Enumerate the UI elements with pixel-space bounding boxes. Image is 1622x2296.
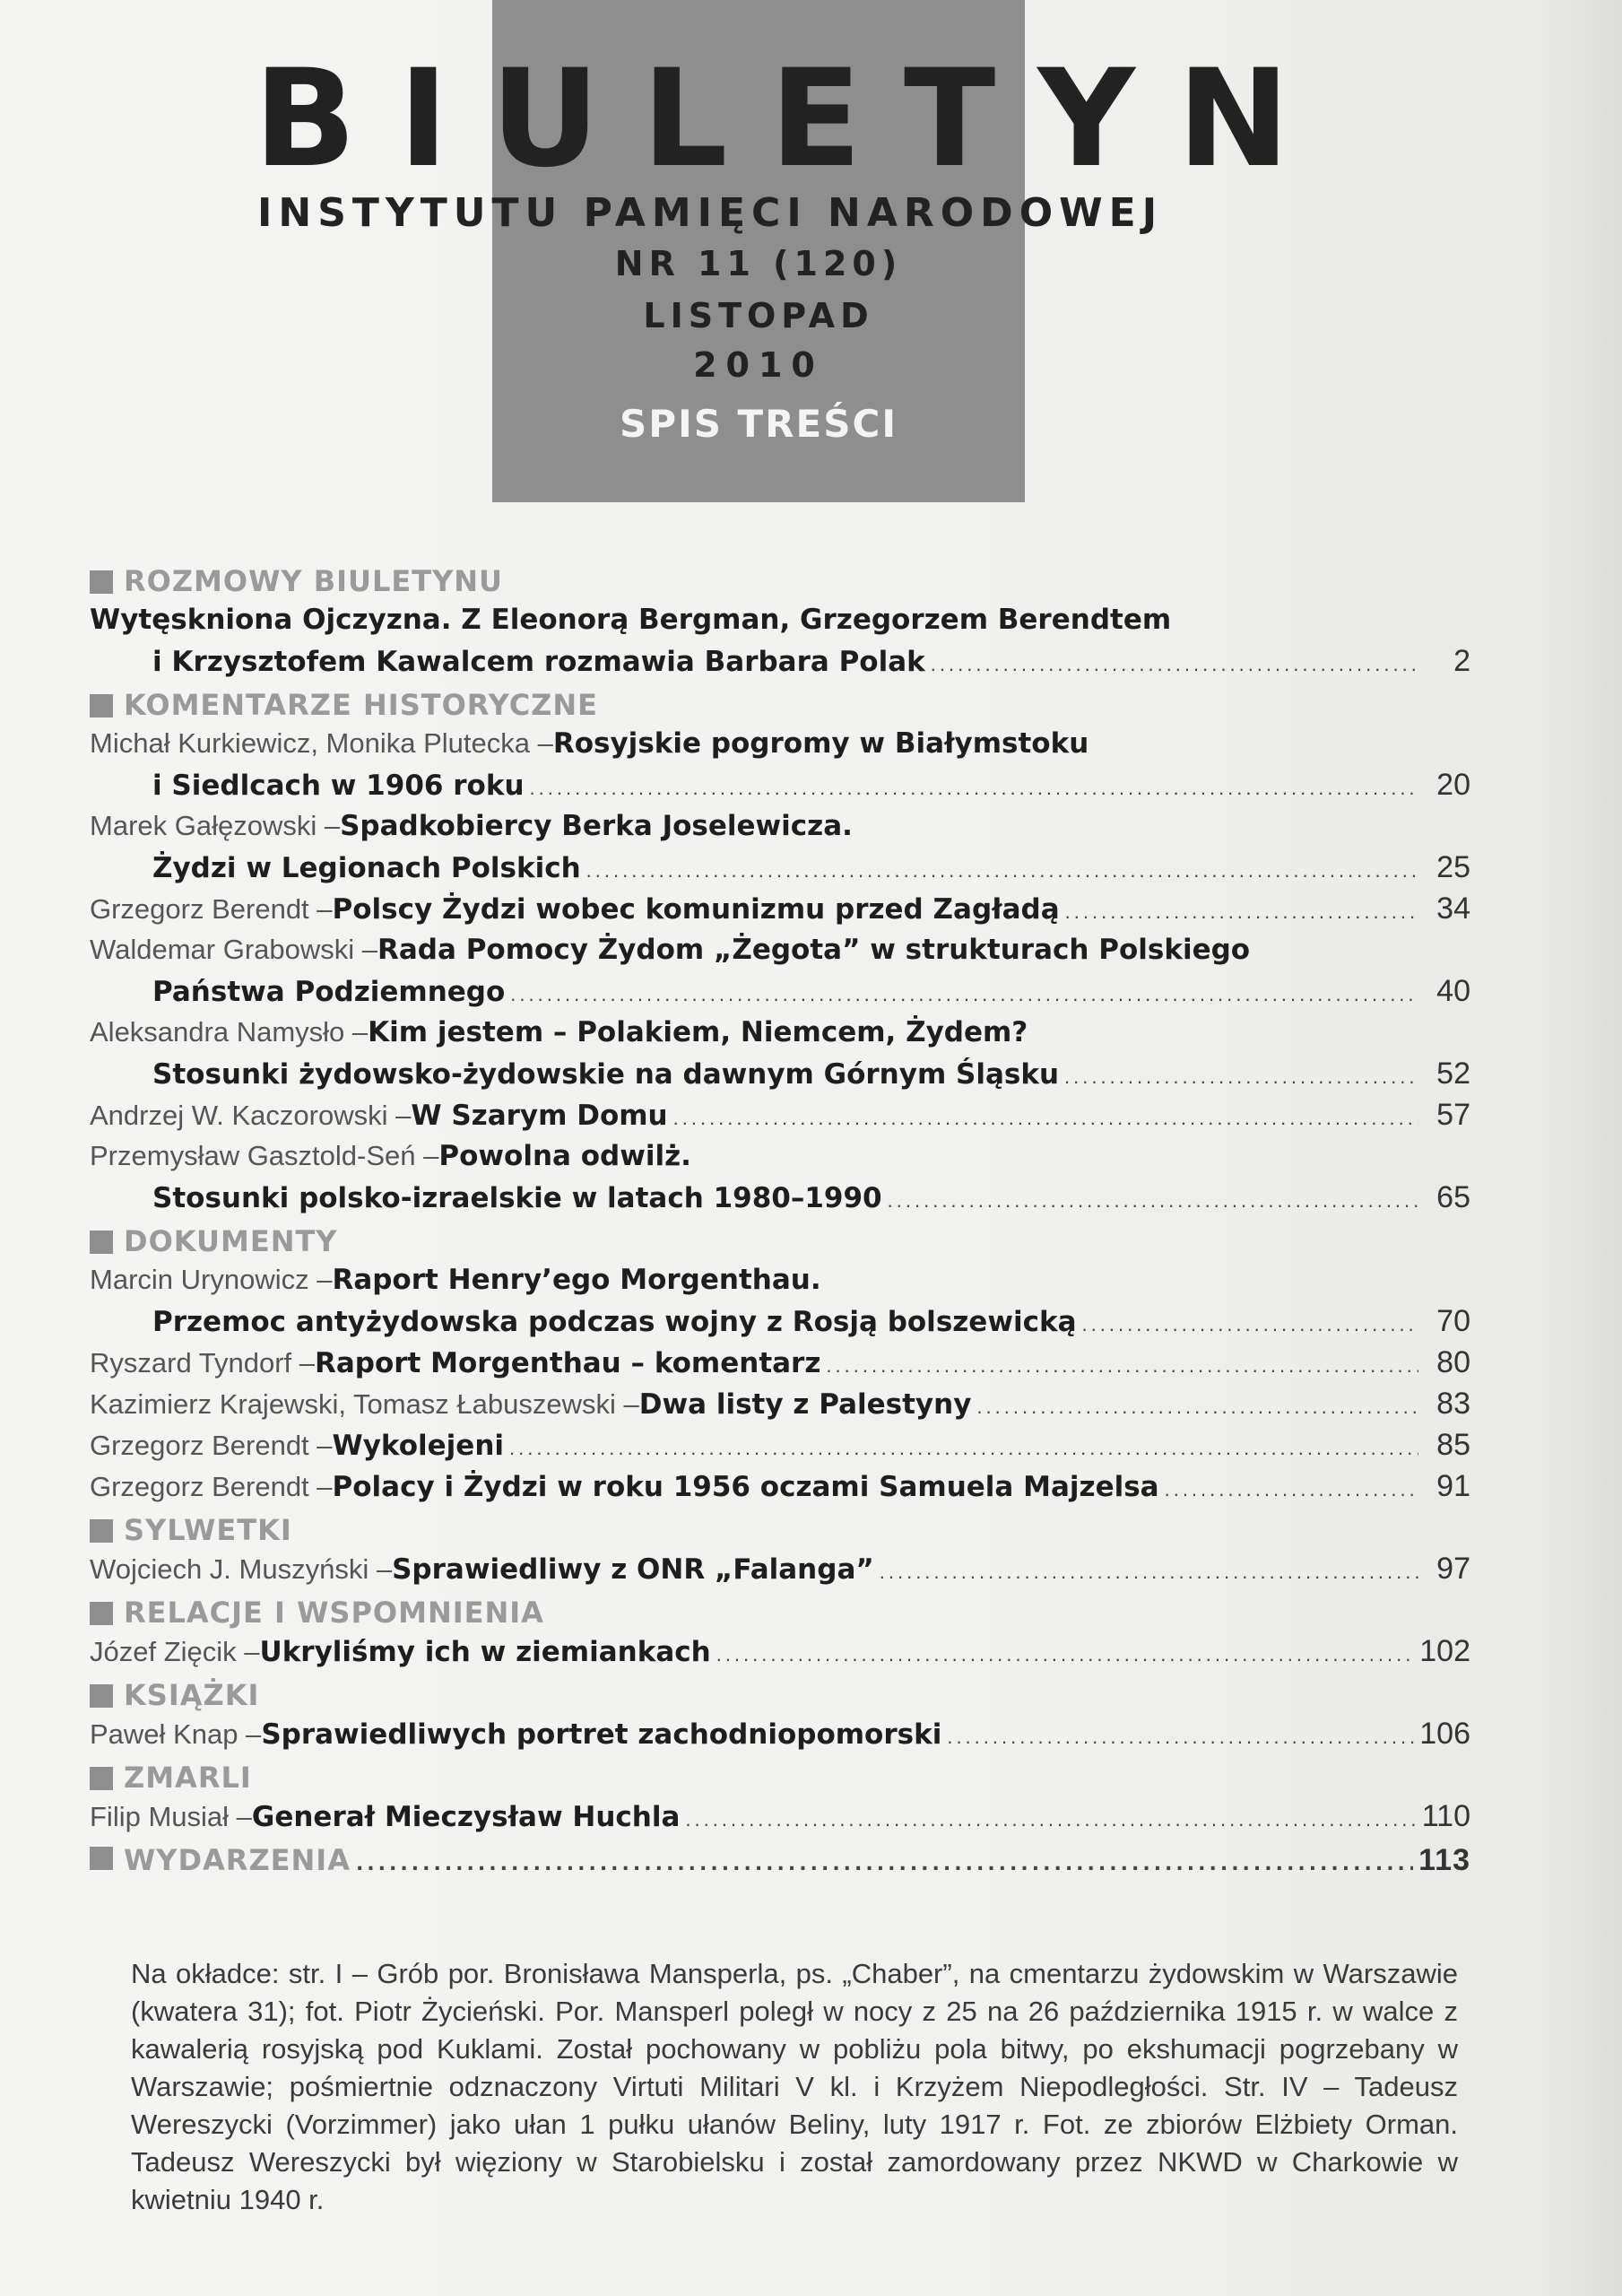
toc-entry[interactable] xyxy=(90,1631,1470,1672)
toc-section xyxy=(90,1842,1470,1878)
entry-title: Raport Henry’ego Morgenthau. xyxy=(332,1264,821,1296)
entry-line xyxy=(90,640,1470,682)
section-heading xyxy=(90,563,1470,599)
entry-author: Waldemar Grabowski – xyxy=(90,934,378,965)
entry-author: Grzegorz Berendt – xyxy=(90,893,333,925)
section-heading-text: ZMARLI xyxy=(124,1761,252,1795)
entry-line xyxy=(90,723,1470,764)
toc-entry[interactable] xyxy=(90,1796,1470,1837)
section-heading xyxy=(90,1223,1470,1259)
entry-author: Paweł Knap – xyxy=(90,1718,262,1750)
entry-line xyxy=(90,1631,1470,1672)
page-number: 70 xyxy=(1436,1304,1470,1338)
square-bullet-icon xyxy=(90,1519,113,1543)
entry-author: Andrzej W. Kaczorowski – xyxy=(90,1100,412,1131)
entry-author: Kazimierz Krajewski, Tomasz Łabuszewski – xyxy=(90,1388,639,1420)
entry-line xyxy=(90,1424,1470,1465)
page-number: 34 xyxy=(1436,891,1470,926)
magazine-title: BIULETYN xyxy=(254,41,1332,197)
entry-line xyxy=(90,1300,1470,1342)
page-number: 52 xyxy=(1436,1057,1470,1091)
toc-section xyxy=(90,1512,1470,1589)
entry-author: Marcin Urynowicz – xyxy=(90,1264,333,1295)
entry-line xyxy=(90,929,1470,970)
entry-line xyxy=(90,1548,1470,1589)
entry-line xyxy=(90,847,1470,888)
entry-author: Grzegorz Berendt – xyxy=(90,1471,333,1502)
dot-leader xyxy=(1082,1304,1418,1345)
magazine-subtitle: INSTYTUTU PAMIĘCI NARODOWEJ xyxy=(257,190,1164,236)
section-heading-text: RELACJE I WSPOMNIENIA xyxy=(124,1596,544,1630)
page-number: 106 xyxy=(1419,1717,1470,1751)
dot-leader xyxy=(530,768,1418,809)
dot-leader xyxy=(888,1180,1418,1222)
entry-line xyxy=(90,1342,1470,1383)
dot-leader xyxy=(1064,1057,1418,1098)
page-number: 102 xyxy=(1419,1634,1470,1668)
square-bullet-icon xyxy=(90,694,113,718)
toc-entry[interactable] xyxy=(90,1713,1470,1754)
section-heading xyxy=(90,1842,1470,1878)
page-number: 25 xyxy=(1436,850,1470,884)
dot-leader xyxy=(1065,891,1418,933)
entry-line xyxy=(90,1796,1470,1837)
page-number: 83 xyxy=(1436,1387,1470,1421)
section-heading-text: KOMENTARZE HISTORYCZNE xyxy=(124,688,599,722)
dot-leader xyxy=(880,1552,1418,1593)
page-number: 2 xyxy=(1453,644,1470,678)
entry-title: Powolna odwilż. xyxy=(438,1140,691,1172)
issue-year: 2010 xyxy=(693,345,824,385)
entry-title: Żydzi w Legionach Polskich xyxy=(152,852,581,884)
page-number: 97 xyxy=(1436,1552,1470,1586)
toc-entry[interactable] xyxy=(90,805,1470,888)
issue-number: NR 11 (120) xyxy=(614,244,903,283)
entry-line xyxy=(90,599,1470,640)
square-bullet-icon xyxy=(90,1602,113,1625)
issue-month: LISTOPAD xyxy=(643,296,874,335)
entry-title: Sprawiedliwy z ONR „Falanga” xyxy=(392,1553,874,1586)
entry-line xyxy=(90,970,1470,1012)
toc-entry[interactable] xyxy=(90,1548,1470,1589)
section-heading xyxy=(90,687,1470,723)
entry-author: Grzegorz Berendt – xyxy=(90,1430,333,1461)
section-heading-text: SYLWETKI xyxy=(124,1513,292,1547)
table-of-contents xyxy=(90,558,1470,1878)
page-number: 65 xyxy=(1436,1180,1470,1214)
entry-title: Państwa Podziemnego xyxy=(152,976,506,1008)
square-bullet-icon xyxy=(90,1684,113,1708)
dot-leader xyxy=(826,1345,1418,1387)
entry-title: Sprawiedliwych portret zachodniopomorski xyxy=(261,1718,942,1751)
page-number: 80 xyxy=(1436,1345,1470,1379)
square-bullet-icon xyxy=(90,570,113,594)
page-number: 40 xyxy=(1436,974,1470,1008)
dot-leader xyxy=(356,1847,1413,1883)
entry-title: Generał Mieczysław Huchla xyxy=(251,1801,681,1833)
entry-line xyxy=(90,764,1470,805)
entry-author: Przemysław Gasztold-Seń – xyxy=(90,1140,439,1171)
entry-title: Rada Pomocy Żydom „Żegota” w strukturach Polskiego xyxy=(377,934,1251,966)
toc-entry[interactable] xyxy=(90,1135,1470,1218)
entry-line xyxy=(90,805,1470,847)
dot-leader xyxy=(947,1717,1414,1758)
dot-leader xyxy=(976,1387,1418,1428)
dot-leader xyxy=(509,1428,1418,1469)
toc-section xyxy=(90,687,1470,1218)
toc-section xyxy=(90,1595,1470,1672)
entry-author: Ryszard Tyndorf – xyxy=(90,1347,315,1378)
toc-entry[interactable] xyxy=(90,1383,1470,1424)
entry-title: Rosyjskie pogromy w Białymstoku xyxy=(552,727,1089,760)
entry-title: i Krzysztofem Kawalcem rozmawia Barbara Polak xyxy=(152,646,925,678)
toc-section xyxy=(90,1677,1470,1754)
entry-author: Wojciech J. Muszyński – xyxy=(90,1553,393,1585)
entry-author: Filip Musiał – xyxy=(90,1801,252,1832)
toc-entry[interactable] xyxy=(90,888,1470,929)
section-heading-text: WYDARZENIA xyxy=(124,1843,351,1877)
page-number: 113 xyxy=(1418,1843,1470,1877)
entry-line xyxy=(90,1012,1470,1053)
entry-title: Spadkobiercy Berka Joselewicza. xyxy=(340,810,853,842)
entry-line xyxy=(90,1383,1470,1424)
entry-line xyxy=(90,1259,1470,1300)
entry-title: Raport Morgenthau – komentarz xyxy=(314,1347,821,1379)
entry-title: Przemoc antyżydowska podczas wojny z Rosją bolszewicką xyxy=(152,1306,1077,1338)
toc-entry[interactable] xyxy=(90,599,1470,682)
dot-leader xyxy=(1165,1469,1418,1510)
dot-leader xyxy=(673,1098,1418,1139)
entry-title: Wytęskniona Ojczyzna. Z Eleonorą Bergman, Grzegorzem Berendtem xyxy=(90,604,1172,636)
cover-caption: Na okładce: str. I – Grób por. Bronisława Mansperla, ps. „Chaber”, na cmentarzu żydowskim w Warszawie (kwatera 31); fot. Piotr Życieński. Por. Mansperl poległ w nocy z 25 na 26 października 1915 r. w walce z kawalerią rosyjską pod Kuklami. Został pochowany w pobliżu pola bitwy, po ekshumacji pogrzebany w Warszawie; pośmiertnie odznaczony Virtuti Militari V kl. i Krzyżem Niepodległości. Str. IV – Tadeusz Wereszycki (Vorzimmer) jako ułan 1 pułku ułanów Beliny, luty 1917 r. Fot. ze zbiorów Elżbiety Orman. Tadeusz Wereszycki był więziony w Starobielsku i został zamordowany przez NKWD w Charkowie w kwietniu 1940 r. xyxy=(131,1958,1458,2215)
entry-title: i Siedlcach w 1906 roku xyxy=(152,770,525,802)
entry-title: Kim jestem – Polakiem, Niemcem, Żydem? xyxy=(368,1016,1028,1048)
entry-title: Polacy i Żydzi w roku 1956 oczami Samuela Majzelsa xyxy=(332,1471,1159,1503)
section-heading xyxy=(90,1512,1470,1548)
toc-entry[interactable] xyxy=(90,1094,1470,1135)
square-bullet-icon xyxy=(90,1767,113,1790)
entry-line xyxy=(90,1177,1470,1218)
entry-title: Polscy Żydzi wobec komunizmu przed Zagładą xyxy=(332,893,1060,926)
dot-leader xyxy=(586,850,1418,891)
entry-author: Michał Kurkiewicz, Monika Plutecka – xyxy=(90,727,553,759)
entry-line xyxy=(90,1053,1470,1094)
toc-section xyxy=(90,1760,1470,1837)
dot-leader xyxy=(716,1634,1415,1675)
section-heading xyxy=(90,1595,1470,1631)
square-bullet-icon xyxy=(90,1847,113,1870)
toc-section xyxy=(90,563,1470,682)
entry-line xyxy=(90,1094,1470,1135)
page-number: 110 xyxy=(1421,1799,1470,1833)
dot-leader xyxy=(510,974,1418,1015)
section-heading xyxy=(90,1677,1470,1713)
dot-leader xyxy=(931,644,1418,685)
toc-entry[interactable] xyxy=(90,1259,1470,1342)
toc-entry[interactable] xyxy=(90,1465,1470,1507)
toc-entry[interactable] xyxy=(90,1424,1470,1465)
dot-leader xyxy=(685,1799,1416,1840)
entry-author: Marek Gałęzowski – xyxy=(90,810,341,841)
entry-line xyxy=(90,1465,1470,1507)
page-number: 57 xyxy=(1436,1098,1470,1132)
toc-entry[interactable] xyxy=(90,929,1470,1012)
toc-entry[interactable] xyxy=(90,1012,1470,1094)
toc-section xyxy=(90,1223,1470,1507)
entry-title: Stosunki polsko-izraelskie w latach 1980–1990 xyxy=(152,1182,882,1214)
entry-line xyxy=(90,888,1470,929)
entry-title: Wykolejeni xyxy=(332,1430,505,1462)
page-number: 91 xyxy=(1436,1469,1470,1503)
entry-title: Ukryliśmy ich w ziemiankach xyxy=(259,1636,711,1668)
section-heading-text: ROZMOWY BIULETYNU xyxy=(124,564,503,598)
toc-entry[interactable] xyxy=(90,723,1470,805)
entry-title: Stosunki żydowsko-żydowskie na dawnym Górnym Śląsku xyxy=(152,1058,1060,1091)
section-heading-text: DOKUMENTY xyxy=(124,1224,338,1258)
entry-line xyxy=(90,1713,1470,1754)
section-heading xyxy=(90,1760,1470,1796)
entry-title: Dwa listy z Palestyny xyxy=(638,1388,972,1421)
entry-title: W Szarym Domu xyxy=(411,1100,668,1132)
page-number: 85 xyxy=(1436,1428,1470,1462)
entry-line xyxy=(90,1135,1470,1177)
toc-entry[interactable] xyxy=(90,1342,1470,1383)
contents-label: SPIS TREŚCI xyxy=(620,402,898,446)
section-heading-text: KSIĄŻKI xyxy=(124,1678,260,1712)
square-bullet-icon xyxy=(90,1231,113,1254)
entry-author: Józef Zięcik – xyxy=(90,1636,260,1667)
entry-author: Aleksandra Namysło – xyxy=(90,1016,369,1048)
page-number: 20 xyxy=(1436,768,1470,802)
